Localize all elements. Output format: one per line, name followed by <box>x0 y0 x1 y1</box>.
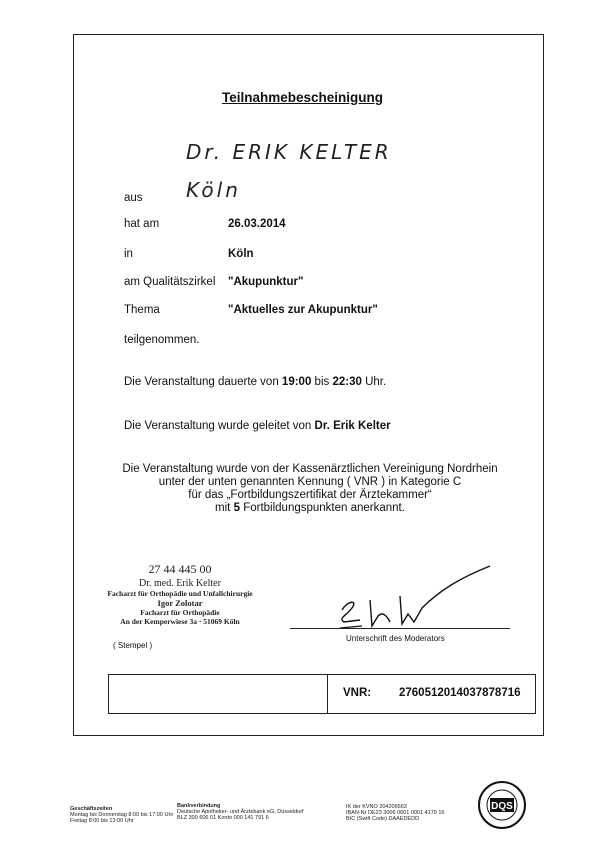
stamp-name-2: Igor Zolotar <box>157 598 203 608</box>
footer-iban: IBAN-Nr DE23 3006 0601 0001 4179 16 <box>346 810 445 816</box>
stempel-label: ( Stempel ) <box>113 641 153 650</box>
footer-hours-title: Geschäftszeiten <box>70 806 113 812</box>
footer-ids <box>346 804 444 822</box>
recognition-line-1: Die Veranstaltung wurde von der Kassenärztlichen Vereinigung Nordrhein <box>122 463 498 475</box>
dqs-certification-logo <box>477 780 527 830</box>
stamp-specialty-1: Facharzt für Orthopädie und Unfallchirurgie <box>107 589 253 598</box>
duration-sentence <box>124 376 386 388</box>
footer-bank <box>177 803 304 821</box>
recognition-line-3: für das „Fortbildungszertifikat der Ärztekammer“ <box>188 489 432 501</box>
signature-caption: Unterschrift des Moderators <box>346 634 445 643</box>
recognition-points: 5 <box>233 502 240 514</box>
thema-value: "Aktuelles zur Akupunktur" <box>228 304 378 316</box>
vnr-box-divider <box>327 675 328 713</box>
footer-business-hours <box>70 806 173 824</box>
recognition-paragraph <box>80 463 540 515</box>
duration-end: 22:30 <box>332 376 362 388</box>
duration-prefix: Die Veranstaltung dauerte von <box>124 376 279 388</box>
date-label: hat am <box>124 218 160 230</box>
aus-label: aus <box>124 192 143 204</box>
leader-name: Dr. Erik Kelter <box>314 420 391 432</box>
zirkel-value: "Akupunktur" <box>228 276 304 288</box>
footer-hours-line-1: Montag bis Donnerstag 8:00 bis 17:00 Uhr <box>70 812 174 818</box>
moderator-signature <box>330 560 500 635</box>
footer-bank-line-1: Deutsche Apotheker- und Ärztebank eG, Düsseldorf <box>177 809 304 815</box>
practice-stamp <box>80 562 280 626</box>
stamp-specialty-2: Facharzt für Orthopädie <box>140 608 220 617</box>
footer-ik: IK der KVNO 204206563 <box>346 804 407 810</box>
location-value: Köln <box>228 248 254 260</box>
recognition-line-2: unter der unten genannten Kennung ( VNR ) in Kategorie C <box>158 476 462 488</box>
leader-prefix: Die Veranstaltung wurde geleitet von <box>124 420 312 432</box>
recognition-line-4-pre: mit <box>215 502 231 514</box>
leader-sentence <box>124 420 391 432</box>
signature-line <box>290 628 510 629</box>
in-label: in <box>124 248 133 260</box>
date-value: 26.03.2014 <box>228 218 286 230</box>
vnr-value: 2760512014037878716 <box>399 687 521 699</box>
footer-bank-line-2: BLZ 300 606 01 Konto 000 141 791 6 <box>177 815 269 821</box>
duration-mid: bis <box>314 376 330 388</box>
participant-name-handwritten: Dr. ERIK KELTER <box>186 140 392 164</box>
document-title: Teilnahmebescheinigung <box>221 90 384 105</box>
recognition-line-4 <box>80 502 540 515</box>
recognition-line-4-post: Fortbildungspunkten anerkannt. <box>243 502 405 514</box>
thema-label: Thema <box>124 304 160 316</box>
stamp-address: An der Kemperwiese 3a · 51069 Köln <box>120 617 240 626</box>
duration-start: 19:00 <box>281 376 312 388</box>
zirkel-label: am Qualitätszirkel <box>124 276 216 288</box>
teilgenommen-text: teilgenommen. <box>124 334 200 346</box>
stamp-name: Dr. med. Erik Kelter <box>139 578 221 589</box>
footer-bic: BIC (Swift Code) DAAEDEDD <box>346 816 420 822</box>
footer-hours-line-2: Freitag 8:00 bis 13:00 Uhr <box>70 818 134 824</box>
vnr-box <box>108 674 536 714</box>
stamp-number: 27 44 445 00 <box>148 562 212 576</box>
vnr-label: VNR: <box>343 687 372 699</box>
duration-suffix: Uhr. <box>365 376 387 388</box>
dqs-logo-text: DQS <box>491 801 513 812</box>
aus-value-handwritten: Köln <box>186 178 241 202</box>
footer-bank-title: Bankverbindung <box>177 803 221 809</box>
